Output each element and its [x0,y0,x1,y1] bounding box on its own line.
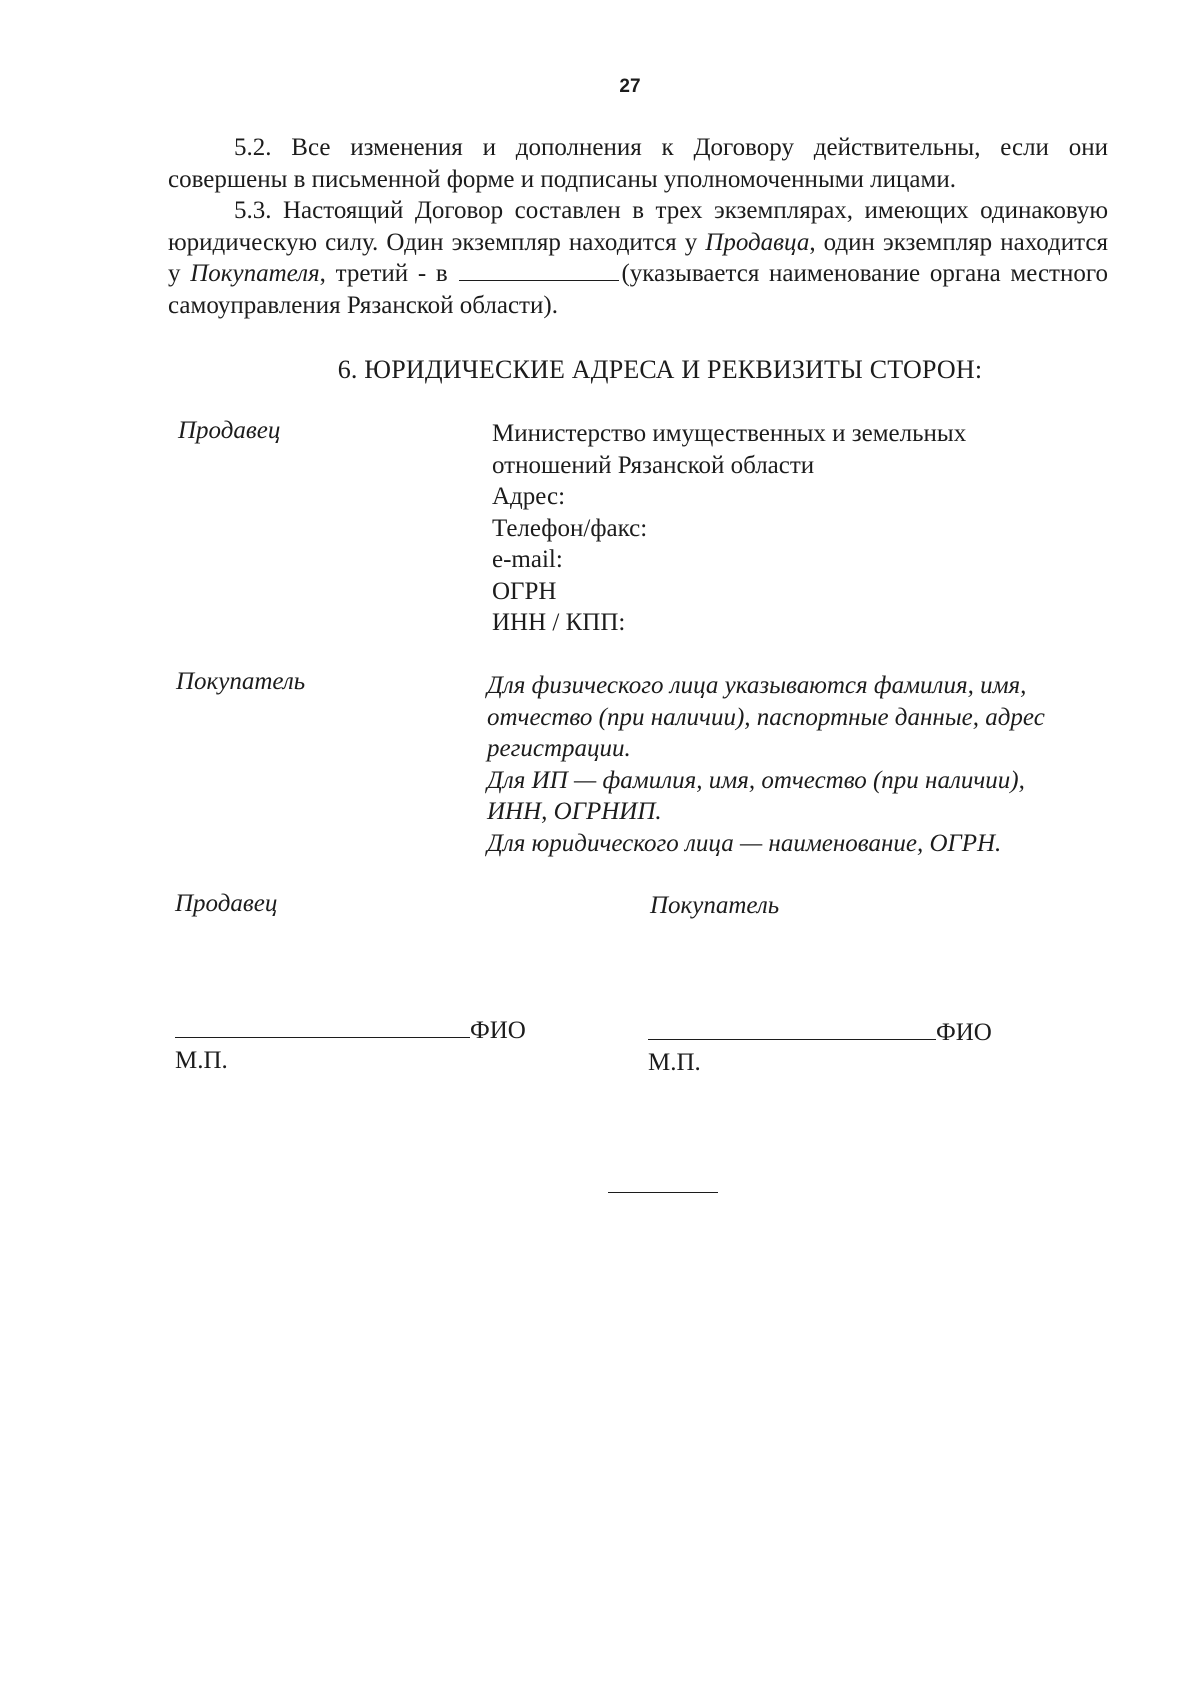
contract-clauses [168,132,1108,321]
buyer-line: ИНН, ОГРНИП. [487,798,662,825]
seller-line: отношений Рязанской области [492,451,815,479]
buyer-details [487,670,1045,859]
signature-buyer-label: Покупатель [650,892,780,919]
end-separator-line [608,1192,718,1193]
seller-details [492,418,966,639]
seller-fio: ФИО [470,1017,526,1044]
clause-5-3-text-3: , третий - в [319,260,458,287]
buyer-label: Покупатель [176,668,306,695]
clause-5-3-seller: Продавца [705,228,810,256]
seller-line: Министерство имущественных и земельных [492,420,967,447]
buyer-fio: ФИО [936,1019,992,1046]
clause-5-3-text-1: 5.3. Настоящий Договор составлен в трех экземплярах, имеющих одинаковую юридическую силу. Один экземпляр находится у [168,197,1108,256]
page-number: 27 [619,76,641,97]
seller-signature-block [175,1013,526,1075]
buyer-signature-line[interactable] [648,1015,936,1040]
clause-5-3-text-4: (указывается наименование органа местного самоуправления Рязанской области). [168,260,1108,319]
buyer-line: отчество (при наличии), паспортные данные, адрес [487,703,1045,731]
buyer-signature-block [648,1015,992,1077]
clause-5-3-text-2: , один экземпляр находится у [168,228,1108,287]
buyer-line: Для физического лица указываются фамилия, имя, [487,672,1027,699]
clause-5-3 [168,195,1108,321]
seller-label: Продавец [178,417,281,444]
clause-5-3-blank-field[interactable] [459,260,619,281]
seller-line: ИНН / КПП: [492,609,626,636]
section-title: 6. ЮРИДИЧЕСКИЕ АДРЕСА И РЕКВИЗИТЫ СТОРОН: [337,355,983,384]
seller-signature-line[interactable] [175,1013,470,1038]
seller-line: Телефон/факс: [492,514,648,542]
seller-line: ОГРН [492,577,557,605]
buyer-stamp-mark: М.П. [648,1049,701,1076]
signature-seller-label: Продавец [175,890,278,917]
seller-stamp-mark: М.П. [175,1047,228,1074]
clause-5-3-buyer: Покупателя [190,260,320,287]
seller-line: Адрес: [492,483,566,510]
seller-line: e-mail: [492,546,563,573]
buyer-line: регистрации. [487,735,631,762]
clause-5-2-text: 5.2. Все изменения и дополнения к Договору действительны, если они совершены в письменной форме и подписаны уполномоченными лицами. [168,134,1108,193]
clause-5-2 [168,132,1108,195]
buyer-line: Для юридического лица — наименование, ОГРН. [487,829,1002,857]
buyer-line: Для ИП — фамилия, имя, отчество (при наличии), [487,766,1025,794]
